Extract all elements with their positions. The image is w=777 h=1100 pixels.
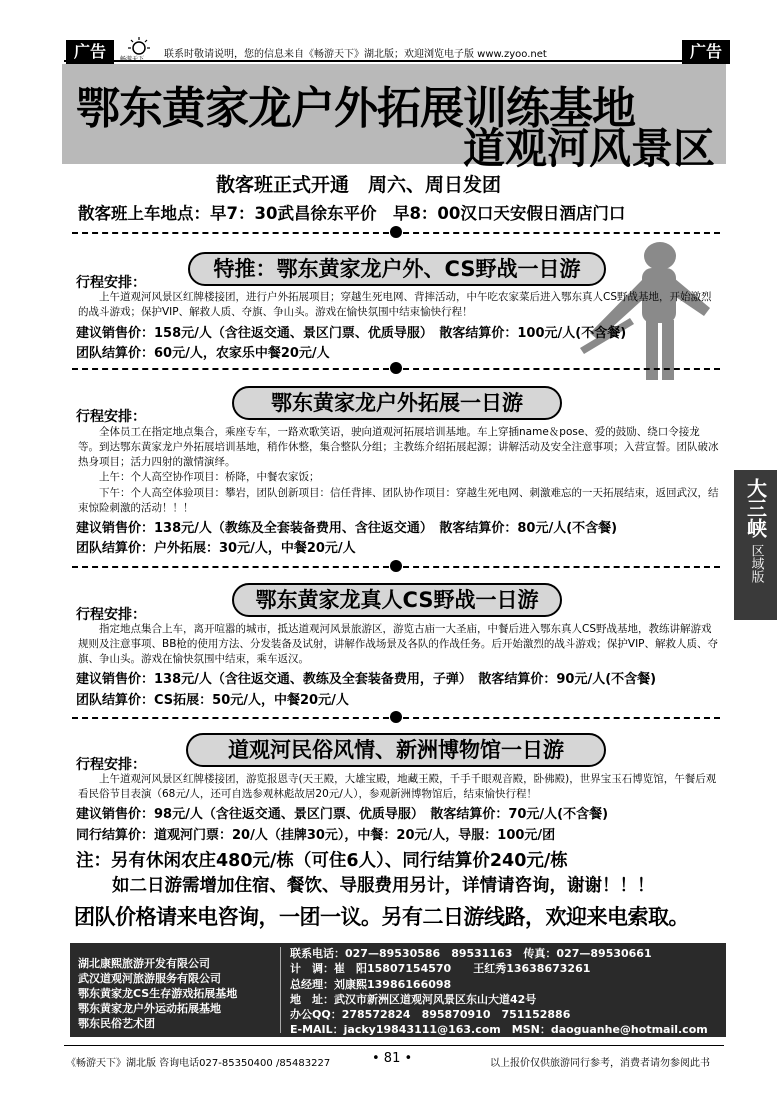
top-rule: [64, 60, 717, 62]
contact-line: 总经理：刘康熙13986166098: [290, 978, 452, 991]
company-name: 湖北康熙旅游开发有限公司: [78, 957, 210, 970]
section-label: 行程安排：: [76, 607, 146, 623]
side-tab-title: 大三峡: [743, 478, 768, 538]
bottom-left-text: 《畅游天下》湖北版 咨询电话027-85350400 /85483227: [66, 1058, 331, 1069]
bottom-rule: [64, 1045, 724, 1046]
divider-dot: [390, 711, 402, 723]
section-body: 上午：个人高空协作项目：桥降，中餐农家饭；: [78, 471, 320, 483]
company-name: 鄂东民俗艺术团: [78, 1017, 155, 1030]
header-title-2: 道观河风景区: [463, 124, 716, 173]
page-number: • 81 •: [372, 1051, 413, 1066]
bottom-right-text: 以上报价仅供旅游同行参考，消费者请勿参阅此书: [490, 1058, 710, 1069]
footer-divider: [280, 947, 281, 1033]
divider-dot: [390, 560, 402, 572]
note-1: 注：另有休闲农庄480元/栋（可住6人）、同行结算价240元/栋: [76, 851, 568, 871]
footer-contact-box: [70, 943, 726, 1037]
section-label: 行程安排：: [76, 275, 146, 291]
side-tab-sub: 区域版: [748, 544, 764, 583]
section-title: 特推：鄂东黄家龙户外、CS野战一日游: [188, 252, 606, 286]
price-line: 团队结算价：CS拓展：50元/人，中餐20元/人: [76, 693, 349, 708]
region-side-tab: [734, 470, 777, 620]
price-line: 团队结算价：60元/人，农家乐中餐20元/人: [76, 346, 330, 361]
company-name: 武汉道观河旅游服务有限公司: [78, 972, 221, 985]
price-line: 建议销售价：158元/人（含往返交通、景区门票、优质导服） 散客结算价：100元/人(不含餐): [76, 326, 627, 341]
section-body: 全体员工在指定地点集合，乘座专车，一路欢歌笑语，驶向道观河拓展培训基地。车上穿插name＆pose、爱的鼓励、绕口令接龙等。到达鄂东黄家龙户外拓展培训基地，稍作休整，集合整队分组；主教练介绍拓展起源；讲解活动及安全注意事项；入营宣誓。团队破冰热身项目；活力四射的激情演绎。: [78, 426, 719, 468]
divider-dot: [390, 226, 402, 238]
logo: [120, 36, 158, 62]
price-line: 建议销售价：138元/人（含往返交通、教练及全套装备费用，子弹） 散客结算价：90元/人(不含餐): [76, 672, 657, 687]
contact-line: 地 址：武汉市新洲区道观河风景区东山大道42号: [290, 993, 537, 1006]
contact-line: E-MAIL：jacky19843111@163.com MSN：daoguanhe@hotmail.com: [290, 1023, 708, 1036]
section-label: 行程安排：: [76, 409, 146, 425]
note-2: 如二日游需增加住宿、餐饮、导服费用另计，详情请咨询，谢谢！！！: [112, 876, 655, 896]
ad-label-left: 广告: [66, 40, 114, 64]
company-name: 鄂东黄家龙CS生存游戏拓展基地: [78, 987, 238, 1000]
price-line: 同行结算价：道观河门票：20/人（挂牌30元），中餐：20元/人，导服：100元/团: [76, 828, 556, 843]
section-body: 上午道观河风景区红牌楼接团，进行户外拓展项目；穿越生死电网、背摔活动，中午吃农家菜后进入鄂东真人CS野战基地，开始激烈的战斗游戏；保护VIP、解救人质、夺旗、争山头。游戏在愉快氛围中结束愉快行程！: [78, 291, 712, 318]
section-label: 行程安排：: [76, 757, 146, 773]
section-title: 鄂东黄家龙真人CS野战一日游: [232, 583, 562, 617]
price-line: 团队结算价：户外拓展：30元/人，中餐20元/人: [76, 541, 356, 556]
divider-dot: [390, 362, 402, 374]
ad-label-right: 广告: [682, 40, 730, 64]
intro-line-2: 散客班上车地点：早7：30武昌徐东平价 早8：00汉口天安假日酒店门口: [78, 204, 626, 223]
price-line: 建议销售价：98元/人（含往返交通、景区门票、优质导服） 散客结算价：70元/人(不含餐): [76, 807, 609, 822]
contact-line: 联系电话：027—89530586 89531163 传真：027—89530661: [290, 947, 652, 960]
section-title: 道观河民俗风情、新洲博物馆一日游: [186, 733, 606, 767]
logo-text: 畅游天下: [120, 56, 145, 63]
header-title-1: 鄂东黄家龙户外拓展训练基地: [76, 83, 635, 134]
price-line: 建议销售价：138元/人（教练及全套装备费用、含往返交通） 散客结算价：80元/人(不含餐): [76, 521, 618, 536]
company-name: 鄂东黄家龙户外运动拓展基地: [78, 1002, 221, 1015]
contact-line: 计 调：崔 阳15807154570 王红秀13638673261: [290, 962, 591, 975]
section-body: 上午道观河风景区红牌楼接团，游览报恩寺(天王殿，大雄宝殿，地藏王殿，千手千眼观音殿，卧佛殿)，世界宝玉石博览馆，午餐后观看民俗节目表演（68元/人，还可自选参观林彪故居20元/人），参观新洲博物馆后，结束愉快行程！: [78, 773, 717, 800]
top-notice: 联系时敬请说明，您的信息来自《畅游天下》湖北版；欢迎浏览电子版 www.zyoo.net: [164, 49, 547, 60]
section-body: 指定地点集合上车，离开喧嚣的城市，抵达道观河风景旅游区，游览古庙一大圣庙，中餐后进入鄂东真人CS野战基地，教练讲解游戏规则及注意事项、BB枪的使用方法、分发装备及试射，讲解作战场景及各队的作战任务。后开始激烈的战斗游戏；保护VIP、解救人质、夺旗、争山头。游戏在愉快氛围中结束，乘车返汉。: [78, 623, 719, 665]
intro-line-1: 散客班正式开通 周六、周日发团: [216, 174, 502, 196]
section-title: 鄂东黄家龙户外拓展一日游: [232, 386, 562, 420]
contact-banner: 团队价格请来电咨询，一团一议。另有二日游线路，欢迎来电索取。: [74, 905, 689, 929]
section-body: 下午：个人高空体验项目：攀岩，团队创新项目：信任背摔、团队协作项目：穿越生死电网、刺激难忘的一天拓展结束，返回武汉，结束惊险刺激的活动！！！: [78, 487, 719, 514]
contact-line: 办公QQ：278572824 895870910 751152886: [290, 1008, 571, 1021]
